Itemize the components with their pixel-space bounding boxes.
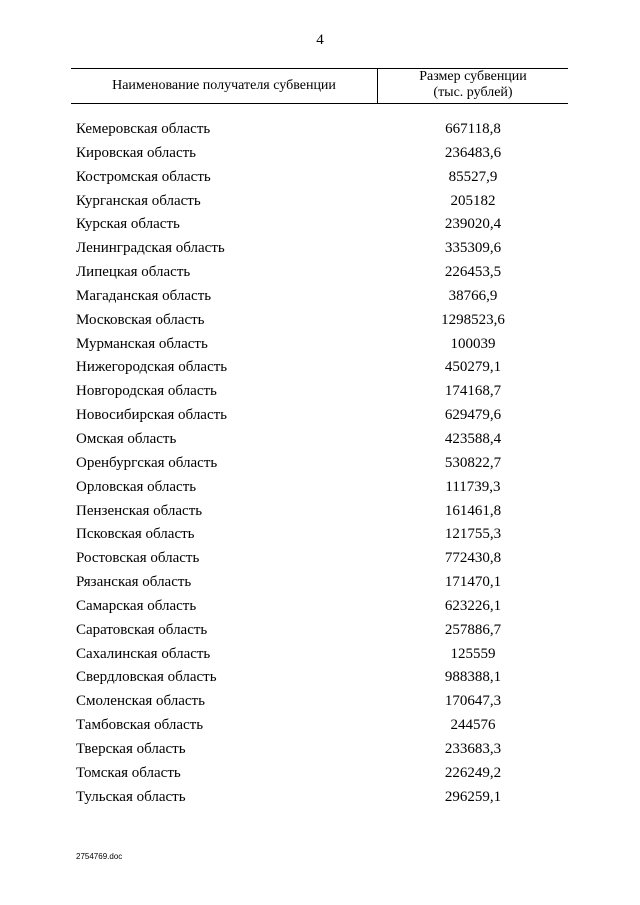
subvention-amount: 161461,8 [444,502,502,519]
recipient-name: Тамбовская область [76,717,204,734]
recipient-name: Новосибирская область [76,407,228,424]
table-row [0,167,640,191]
table-row [0,143,640,167]
recipient-name: Мурманская область [76,335,208,352]
table-row [0,453,640,477]
table-row [0,238,640,262]
subvention-amount: 530822,7 [444,454,502,471]
subvention-amount: 239020,4 [444,216,502,233]
recipient-name: Нижегородская область [76,359,228,376]
subvention-amount: 38766,9 [448,287,498,304]
table-row [0,501,640,525]
column-header-amount [378,69,568,101]
subvention-amount: 236483,6 [444,144,502,161]
recipient-name: Сахалинская область [76,645,211,662]
subvention-amount: 226249,2 [444,764,502,781]
subvention-amount: 257886,7 [444,621,502,638]
table-row [0,262,640,286]
subvention-amount: 111739,3 [445,478,501,495]
table-body [0,119,640,810]
recipient-name: Тверская область [76,740,186,757]
subvention-amount: 988388,1 [444,669,502,686]
table-row [0,596,640,620]
page-number: 4 [316,32,324,48]
subvention-amount: 772430,8 [444,550,502,567]
recipient-name: Свердловская область [76,669,217,686]
subvention-amount: 296259,1 [444,788,502,805]
table-row [0,739,640,763]
recipient-name: Оренбургская область [76,454,218,471]
subvention-amount: 335309,6 [444,240,502,257]
subvention-amount: 170647,3 [444,693,502,710]
recipient-name: Новгородская область [76,383,217,400]
recipient-name: Курская область [76,216,180,233]
recipient-name: Тульская область [76,788,186,805]
recipient-name: Пензенская область [76,502,203,519]
recipient-name: Ленинградская область [76,240,225,257]
subvention-amount: 100039 [450,335,496,352]
table-row [0,763,640,787]
recipient-name: Саратовская область [76,621,208,638]
table-row [0,357,640,381]
table-row [0,691,640,715]
subvention-amount: 667118,8 [445,121,501,137]
recipient-name: Псковская область [76,526,195,543]
recipient-name: Омская область [76,430,177,447]
subvention-amount: 233683,3 [444,740,502,757]
column-header-amount-line2: (тыс. рублей) [433,85,513,100]
document-filename: 2754769.doc [76,852,123,861]
recipient-name: Самарская область [76,597,197,614]
table-row [0,119,640,143]
subvention-amount: 423588,4 [444,430,502,447]
table-row [0,334,640,358]
recipient-name: Рязанская область [76,574,192,591]
table-row [0,787,640,811]
subvention-amount: 121755,3 [444,526,502,543]
table-row [0,572,640,596]
subvention-amount: 171470,1 [444,574,502,591]
table-row [0,214,640,238]
recipient-name: Смоленская область [76,693,205,710]
recipient-name: Кемеровская область [76,121,211,137]
subvention-amount: 205182 [450,192,496,209]
subvention-amount: 226453,5 [444,264,502,281]
column-header-amount-line1: Размер субвенции [419,69,527,84]
recipient-name: Московская область [76,311,205,328]
table-row [0,429,640,453]
table-row [0,620,640,644]
recipient-name: Кировская область [76,144,197,161]
subvention-amount: 623226,1 [444,597,502,614]
table-row [0,548,640,572]
table-row [0,644,640,668]
subvention-amount: 174168,7 [444,383,502,400]
subvention-amount: 244576 [450,717,496,734]
table-row [0,477,640,501]
table-row [0,405,640,429]
subvention-amount: 1298523,6 [441,311,505,328]
table-row [0,286,640,310]
table-row [0,381,640,405]
recipient-name: Костромская область [76,168,211,185]
subvention-amount: 125559 [450,645,496,662]
subvention-amount: 450279,1 [444,359,502,376]
table-row [0,715,640,739]
recipient-name: Липецкая область [76,264,191,281]
column-header-recipient [71,68,377,103]
recipient-name: Магаданская область [76,287,212,304]
subvention-amount: 85527,9 [448,168,498,185]
recipient-name: Томская область [76,764,181,781]
recipient-name: Курганская область [76,192,201,209]
recipient-name: Ростовская область [76,550,200,567]
table-header-bottom-rule [71,103,568,104]
column-header-recipient-label: Наименование получателя субвенции [112,77,336,93]
table-row [0,667,640,691]
subvention-amount: 629479,6 [444,407,502,424]
recipient-name: Орловская область [76,478,197,495]
table-row [0,524,640,548]
table-row [0,191,640,215]
table-row [0,310,640,334]
